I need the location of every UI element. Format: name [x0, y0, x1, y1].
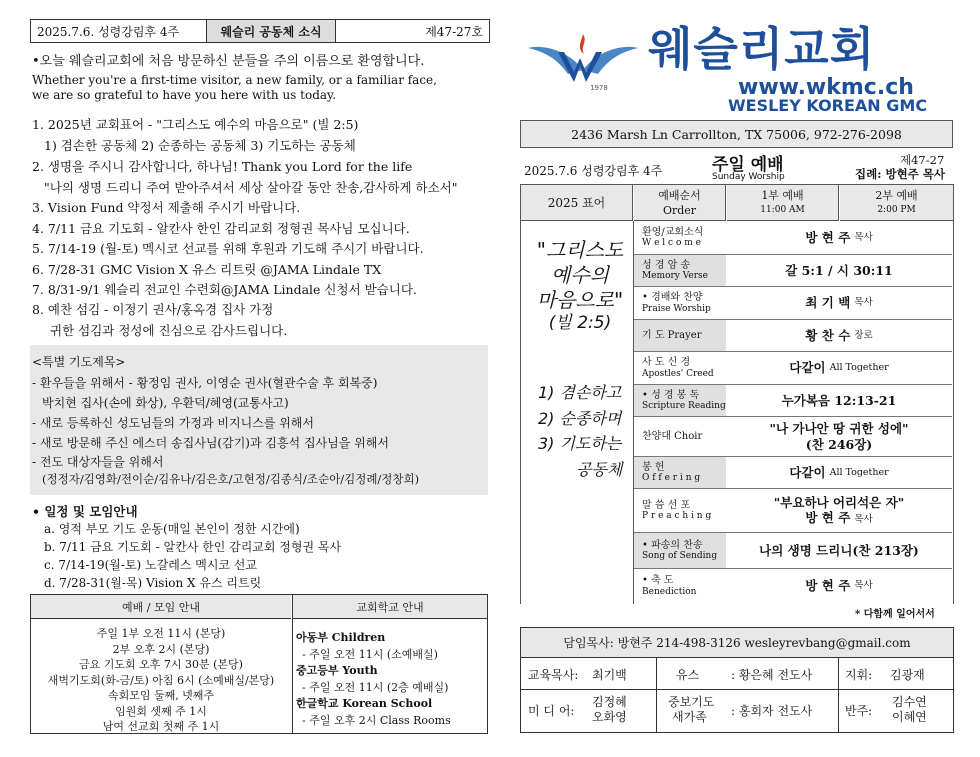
motto-line: 마음으로" [536, 288, 624, 312]
school-info-line: - 주일 오전 11시 (소예배실) [302, 647, 438, 661]
service-leader: 집례: 방현주 목사 [855, 167, 946, 181]
staff-label: 반주: [845, 704, 873, 718]
service2-label: 2부 예배 [875, 189, 918, 202]
order-label-ko: 봉 헌 [642, 461, 665, 473]
staff-name: 김수연 [892, 695, 927, 709]
order-label-en: Praise Worship [642, 303, 711, 314]
worship-info-line: 금요 기도회 오후 7시 30분 (본당) [79, 658, 243, 671]
order-label [634, 489, 726, 532]
order-label-ko: 찬양대 Choir [642, 430, 703, 442]
staff-name: 김광재 [890, 668, 925, 682]
order-value [726, 489, 952, 532]
order-row-welcome [634, 221, 952, 255]
news-item: 4. 7/11 금요 기도회 - 알칸사 한인 감리교회 정형권 목사님 모십니다. [32, 221, 410, 236]
service-subtitle: Sunday Worship [712, 172, 785, 182]
school-info-line: 아동부 Children [296, 631, 386, 644]
staff-name: 김정혜 [592, 695, 627, 709]
motto-point: 공동체 [576, 459, 623, 479]
order-song: "나 가나안 땅 귀한 성에" [769, 420, 909, 436]
order-person-title: 장로 [854, 329, 873, 341]
order-label-en: Memory Verse [642, 271, 708, 282]
order-row-memory [634, 255, 952, 287]
order-label [634, 320, 726, 351]
order-label-ko: 기 도 Prayer [642, 329, 702, 341]
staff-label: 중보기도 [668, 695, 715, 709]
staff-col-divider [838, 658, 839, 733]
motto-point: 2) 순종하며 [538, 408, 622, 428]
prayer-title: <특별 기도제목> [32, 355, 126, 369]
service2-header [840, 185, 953, 221]
order-label-ko: 사 도 신 경 [642, 357, 691, 369]
order-label [634, 533, 726, 568]
order-row-prayer [634, 320, 952, 352]
order-value [726, 385, 952, 416]
order-label-ko: 성 경 암 송 [642, 259, 691, 271]
order-person-title: 목사 [854, 297, 873, 309]
worship-info-list [31, 626, 291, 735]
news-item: 8. 예찬 섬김 - 이정기 권사/홍옥경 집사 가정 [32, 302, 274, 317]
order-value [726, 457, 952, 488]
order-label [634, 417, 726, 456]
church-name-ko: 웨슬리교회 [648, 22, 876, 76]
motto-header: 2025 표어 [521, 185, 633, 221]
motto-line: 예수의 [551, 263, 609, 287]
prayer-item: (정정자/김영화/전이순/김유나/김은호/고현정/김종식/조순아/김정례/정창희) [42, 472, 420, 486]
order-person: 방 현 주 [805, 578, 851, 594]
order-label-en: W e l c o m e [642, 238, 701, 249]
order-value [726, 569, 952, 603]
news-item: 7. 8/31-9/1 웨슬리 전교인 수련회@JAMA Lindale 신청서 받습니다. [32, 282, 417, 297]
order-person: 다같이 [789, 360, 826, 376]
worship-info-line: 2부 오후 2시 (본당) [112, 642, 210, 656]
staff-name: 이혜연 [892, 710, 927, 724]
order-label [634, 569, 726, 603]
order-label [634, 352, 726, 384]
motto-point: 1) 겸손하고 [538, 383, 622, 402]
svg-text:1978: 1978 [590, 84, 608, 92]
prayer-item: - 전도 대상자들을 위해서 [32, 455, 164, 469]
staff-label: 미 디 어: [528, 704, 575, 718]
order-label-ko: 환영/교회소식 [642, 226, 704, 238]
order-label-en: Scripture Reading [642, 401, 726, 412]
news-item: 1) 겸손한 공동체 2) 순종하는 공동체 3) 기도하는 공동체 [44, 138, 356, 153]
worship-info-title: 예배 / 모임 안내 [31, 595, 291, 619]
welcome-en-2: we are so grateful to have you here with us today. [32, 88, 337, 102]
worship-info-line: 남여 선교회 첫째 주 1시 [102, 720, 220, 733]
header-date: 2025.7.6. 성령강림후 4주 [37, 24, 180, 39]
order-label-en: Apostles' Creed [642, 368, 714, 379]
schedule-item: d. 7/28-31(월-목) Vision X 유스 리트릿 [44, 576, 262, 590]
order-person-title: All Together [829, 362, 889, 374]
order-person: 방 현 주 [805, 510, 851, 526]
order-label-en: O f f e r i n g [642, 473, 701, 484]
welcome-en-1: Whether you're a first-time visitor, a new family, or a familiar face, [32, 73, 437, 87]
order-label-en: P r e a c h i n g [642, 511, 712, 522]
order-label [634, 287, 726, 319]
order-label-ko: • 경배와 찬양 [642, 292, 703, 304]
staff-label: 지휘: [845, 668, 873, 682]
church-url: www.wkmc.ch [738, 75, 914, 100]
staff-label: 새가족 [672, 710, 707, 724]
welcome-ko: •오늘 웨슬리교회에 처음 방문하신 분들을 주의 이름으로 환영합니다. [32, 54, 425, 69]
church-name-en: WESLEY KOREAN GMC [728, 96, 928, 115]
order-value [726, 417, 952, 456]
service-date: 2025.7.6 성령강림후 4주 [524, 164, 663, 178]
school-info-line: - 주일 오후 2시 Class Rooms [302, 713, 451, 727]
staff-name: : 황은혜 전도사 [731, 668, 813, 682]
order-row-praise [634, 287, 952, 320]
order-label [634, 457, 726, 488]
order-person: 갈 5:1 / 시 30:11 [785, 262, 893, 278]
address-bar: 2436 Marsh Ln Carrollton, TX 75006, 972-276-2098 [520, 120, 953, 148]
school-info-title: 교회학교 안내 [293, 595, 487, 619]
prayer-item: - 새로 등록하신 성도님들의 가정과 비지니스를 위해서 [32, 416, 314, 430]
order-row-sending [634, 533, 952, 569]
header-issue: 제47-27호 [425, 24, 483, 39]
worship-info-line: 임원회 셋째 주 1시 [115, 704, 207, 718]
schedule-title: • 일정 및 모임안내 [32, 504, 138, 519]
stand-note: * 다함께 일어서서 [855, 609, 935, 620]
order-value [726, 533, 952, 568]
order-label [634, 385, 726, 416]
motto-handwritten [530, 238, 630, 334]
service1-time: 11:00 AM [760, 205, 805, 215]
header-title: 웨슬리 공동체 소식 [206, 20, 336, 42]
order-person: 최 기 백 [805, 295, 851, 311]
school-info-list [296, 630, 486, 729]
staff-name: 최기백 [592, 668, 627, 682]
worship-info-line: 속회모임 둘째, 넷째주 [107, 689, 215, 702]
order-person: 황 찬 수 [805, 327, 851, 343]
order-label-ko: • 축 도 [642, 575, 674, 587]
church-logo-mark [528, 30, 638, 92]
order-row-preaching [634, 489, 952, 533]
bulletin-header [30, 19, 490, 43]
order-value [726, 287, 952, 319]
school-info-line: 한글학교 Korean School [296, 697, 433, 710]
order-value [726, 255, 952, 286]
school-info-line: - 주일 오전 11시 (2층 예배실) [302, 680, 449, 694]
order-person-title: 목사 [854, 231, 873, 243]
prayer-item: - 새로 방문해 주신 에스더 송집사님(감기)과 김흥석 집사님을 위해서 [32, 436, 389, 450]
order-song-number: (찬 246장) [805, 436, 873, 452]
news-item: "나의 생명 드리니 주여 받아주셔서 세상 살아갈 동안 찬송,감사하게 하소서" [44, 180, 458, 195]
schedule-item: a. 영적 부모 기도 운동(매일 본인이 정한 시간에) [44, 522, 300, 536]
service2-time: 2:00 PM [877, 205, 916, 215]
staff-row-divider [521, 689, 953, 690]
motto-point: 3) 기도하는 [538, 434, 622, 454]
news-item: 2. 생명을 주시니 감사합니다, 하나님! Thank you Lord for the life [32, 159, 413, 174]
order-row-offering [634, 457, 952, 489]
order-person: 방 현 주 [805, 229, 851, 245]
order-header [634, 185, 726, 221]
order-label [634, 221, 726, 254]
sermon-title: "부요하나 어리석은 자" [773, 494, 905, 510]
order-song: 나의 생명 드리니(찬 213장) [759, 542, 919, 558]
order-person-title: All Together [829, 466, 889, 478]
staff-label: 유스 [676, 668, 700, 682]
schedule-item: b. 7/11 금요 기도회 - 알칸사 한인 감리교회 정형권 목사 [44, 540, 342, 554]
order-row-scripture [634, 385, 952, 417]
order-label [634, 255, 726, 286]
order-header-en: Order [662, 204, 697, 217]
order-row-benediction [634, 569, 952, 603]
order-value [726, 320, 952, 351]
motto-line: (빌 2:5) [548, 313, 612, 333]
order-label-ko: • 파송의 찬송 [642, 539, 703, 551]
service1-header [727, 185, 839, 221]
order-header-ko: 예배순서 [658, 189, 701, 202]
service-title: 주일 예배 [712, 155, 784, 175]
service1-label: 1부 예배 [761, 189, 804, 202]
order-value [726, 221, 952, 254]
motto-line: "그리스도 [536, 238, 624, 262]
prayer-item: - 환우들을 위해서 - 황정임 권사, 이영순 권사(혈관수술 후 회복중) [32, 376, 378, 390]
schedule-item: c. 7/14-19(월-토) 노갈레스 멕시코 선교 [44, 558, 257, 572]
order-label-en: Benediction [642, 586, 697, 597]
order-person: 누가복음 12:13-21 [781, 392, 897, 408]
news-item: 5. 7/14-19 (월-토) 멕시코 선교를 위해 후원과 기도해 주시기 바랍니다. [32, 241, 424, 256]
wings-icon [528, 30, 638, 92]
order-person: 다같이 [789, 464, 826, 480]
service-issue: 제47-27 [900, 153, 945, 167]
school-info-line: 중고등부 Youth [296, 664, 378, 677]
order-label-ko: • 성 경 봉 독 [642, 389, 700, 401]
staff-col-divider [656, 658, 657, 733]
worship-info-line: 주일 1부 오전 11시 (본당) [96, 627, 226, 640]
order-row-creed [634, 352, 952, 385]
order-value [726, 352, 952, 384]
prayer-item: 박치현 집사(손에 화상), 우환덕/혜영(교통사고) [42, 396, 289, 410]
order-label-ko: 말 씀 선 포 [642, 499, 691, 511]
order-person-title: 목사 [854, 514, 873, 526]
news-item: 귀한 섬김과 정성에 진심으로 감사드립니다. [50, 323, 288, 338]
news-item: 6. 7/28-31 GMC Vision X 유스 리트릿 @JAMA Lindale TX [32, 262, 382, 277]
order-row-choir [634, 417, 952, 457]
staff-name: : 홍회자 전도사 [731, 704, 813, 718]
order-person-title: 목사 [854, 580, 873, 592]
staff-pastor: 담임목사: 방현주 214-498-3126 wesleyrevbang@gmail.com [521, 628, 953, 658]
order-label-en: Song of Sending [642, 551, 718, 562]
motto-points [538, 380, 633, 482]
news-item: 1. 2025년 교회표어 - "그리스도 예수의 마음으로" (빌 2:5) [32, 117, 359, 132]
staff-name: 오화영 [592, 710, 627, 724]
news-item: 3. Vision Fund 약정서 제출해 주시기 바랍니다. [32, 200, 301, 215]
staff-label: 교육목사: [528, 668, 579, 682]
worship-info-line: 새벽기도회(화-금/토) 아침 6시 (소예배실/본당) [47, 673, 275, 687]
